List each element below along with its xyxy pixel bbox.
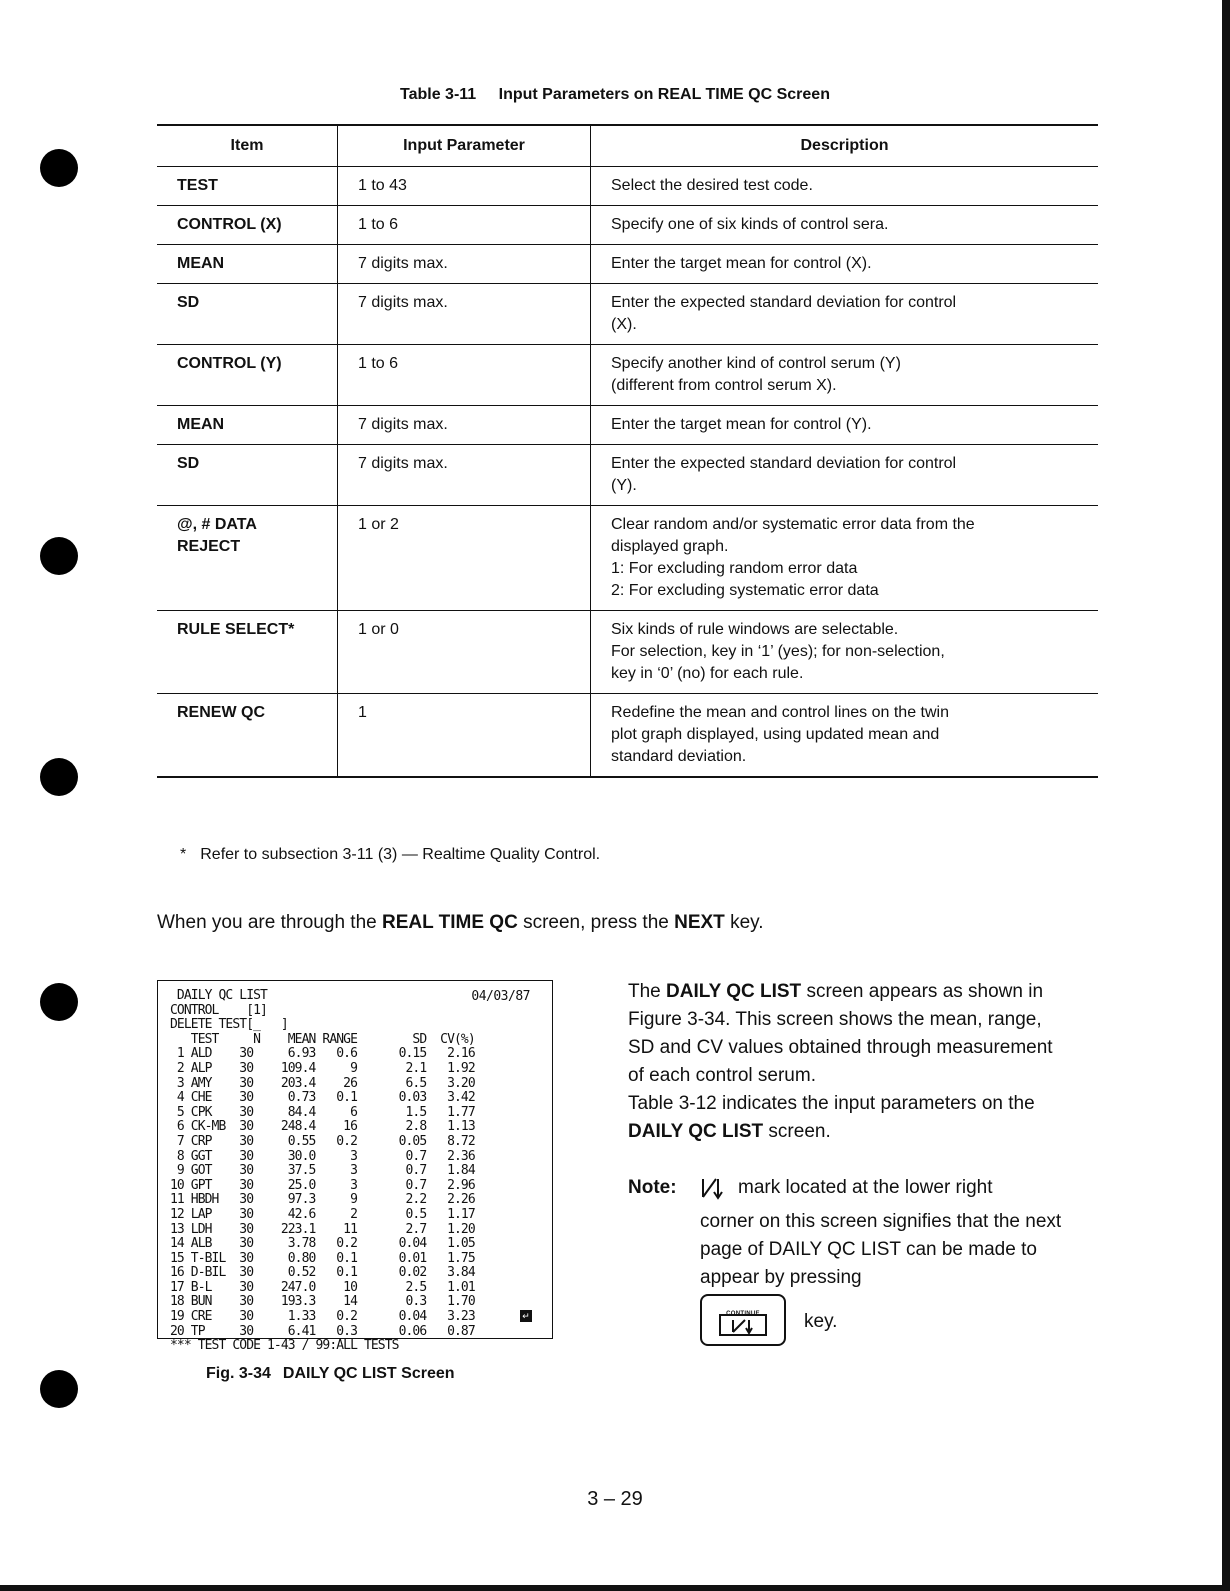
cell-item-line: TEST <box>177 177 218 194</box>
cell-description-line: Specify another kind of control serum (Y) <box>611 355 901 372</box>
cell-input-parameter: 7 digits max. <box>338 406 591 445</box>
cell-description-line: displayed graph. <box>611 538 729 555</box>
note-first-line <box>700 1174 1070 1202</box>
footnote-mark: * <box>180 846 187 863</box>
cell-input-parameter: 7 digits max. <box>338 284 591 345</box>
side-screen-name: DAILY QC LIST <box>666 981 802 1002</box>
figure-title: DAILY QC LIST Screen <box>282 1365 455 1382</box>
side-text: Table 3-12 indicates the input parameters on the <box>628 1093 1035 1114</box>
cell-input-parameter: 7 digits max. <box>338 445 591 506</box>
table-caption-title: Input Parameters on REAL TIME QC Screen <box>498 86 830 103</box>
intro-screen-name: REAL TIME QC <box>381 912 518 933</box>
continue-arrow-icon <box>721 1317 765 1335</box>
note-line-1: mark located at the lower right <box>738 1177 993 1198</box>
binder-hole <box>40 149 78 187</box>
cell-item <box>157 406 338 445</box>
table-row <box>157 284 1098 345</box>
cell-description <box>591 284 1099 345</box>
cell-description-line: Enter the target mean for control (Y). <box>611 416 872 433</box>
cell-description-line: (X). <box>611 316 637 333</box>
table-row <box>157 206 1098 245</box>
table-body <box>157 167 1098 778</box>
cell-item-line: REJECT <box>177 538 241 555</box>
binder-hole <box>40 537 78 575</box>
cell-description-line: key in ‘0’ (no) for each rule. <box>611 665 804 682</box>
column-header-input-parameter: Input Parameter <box>338 125 591 167</box>
table-row <box>157 167 1098 206</box>
table-row <box>157 245 1098 284</box>
cell-input-parameter: 7 digits max. <box>338 245 591 284</box>
cell-input-parameter: 1 or 2 <box>338 506 591 611</box>
binder-hole <box>40 758 78 796</box>
cell-description <box>591 694 1099 778</box>
cell-description-line: Clear random and/or systematic error data from the <box>611 516 975 533</box>
intro-key-name: NEXT <box>674 912 725 933</box>
table-caption <box>0 86 1230 104</box>
side-description <box>628 978 1058 1146</box>
cell-item <box>157 167 338 206</box>
cell-description <box>591 445 1099 506</box>
table-row <box>157 506 1098 611</box>
cell-item-line: SD <box>177 455 200 472</box>
continue-key-label: CONTINUE <box>726 1311 760 1317</box>
table-row <box>157 445 1098 506</box>
table-header-row <box>157 125 1098 167</box>
input-parameters-table <box>157 124 1098 778</box>
table-row <box>157 406 1098 445</box>
cell-item <box>157 445 338 506</box>
daily-qc-list-screen <box>157 980 553 1354</box>
side-text: screen appears as shown in Figure 3-34. This screen shows the mean, range, SD and CV values obtained through measurement of each control serum. <box>628 981 1053 1086</box>
cell-description-line: standard deviation. <box>611 748 747 765</box>
cell-item-line: MEAN <box>177 416 225 433</box>
cell-description <box>591 206 1099 245</box>
side-paragraph <box>628 978 1058 1090</box>
table-row <box>157 345 1098 406</box>
key-word: key. <box>804 1311 838 1332</box>
intro-text: screen, press the <box>517 912 675 933</box>
binder-hole <box>40 1370 78 1408</box>
table-row <box>157 694 1098 778</box>
cell-item <box>157 611 338 694</box>
cell-item <box>157 245 338 284</box>
cell-description-line: Enter the expected standard deviation for control <box>611 294 957 311</box>
side-screen-name: DAILY QC LIST <box>628 1121 764 1142</box>
note-label: Note: <box>628 1177 677 1198</box>
continue-key-glyph <box>719 1314 767 1336</box>
cell-item-line: CONTROL (X) <box>177 216 282 233</box>
cell-input-parameter: 1 to 6 <box>338 206 591 245</box>
cell-description-line: Specify one of six kinds of control sera. <box>611 216 889 233</box>
cell-item-line: RENEW QC <box>177 704 265 721</box>
side-text: The <box>628 981 667 1002</box>
screen-text: DAILY QC LIST CONTROL [1] DELETE TEST[_ ] TEST N MEAN RANGE SD CV(%) 1 ALD 30 6.93 0.6 0.15 2.16 2 ALP 30 109.4 9 2.1 1.92 3 AMY 30 203.4 26 6.5 3.20 4 CHE 30 0.73 0.1 0.03 3.42 5 CPK 30 84.4 6 1.5 1.77 6 CK-MB 30 248.4 16 2.8 1.13 7 CRP 30 0.55 0.2 0.05 8.72 8 GGT 30 30.0 3 0.7 2.36 9 GOT 30 37.5 3 0.7 1.84 10 GPT 30 25.0 3 0.7 2.96 11 HBDH 30 97.3 9 2.2 2.26 12 LAP 30 42.6 2 0.5 1.17 13 LDH 30 223.1 11 2.7 1.20 14 ALB 30 3.78 0.2 0.04 1.05 15 T-BIL 30 0.80 0.1 0.01 1.75 16 D-BIL 30 0.52 0.1 0.02 3.84 17 B-L 30 247.0 10 2.5 1.01 18 BUN 30 193.3 14 0.3 1.70 19 CRE 30 1.33 0.2 0.04 3.23 20 TP 30 6.41 0.3 0.06 0.87 *** TEST CODE 1-43 / 99:ALL TESTS <box>170 988 475 1354</box>
next-page-mark-icon: ↵ <box>520 1310 532 1322</box>
cell-item-line: RULE SELECT* <box>177 621 295 638</box>
cell-description <box>591 167 1099 206</box>
page-frame-right <box>1222 0 1230 1591</box>
cell-input-parameter: 1 to 43 <box>338 167 591 206</box>
cell-item-line: CONTROL (Y) <box>177 355 282 372</box>
figure-number: Fig. 3-34 <box>206 1365 271 1382</box>
footnote-text: Refer to subsection 3-11 (3) — Realtime Quality Control. <box>200 846 601 863</box>
table-row <box>157 611 1098 694</box>
intro-text: key. <box>724 912 764 933</box>
cell-item-line: SD <box>177 294 200 311</box>
page-frame-bottom <box>0 1585 1230 1591</box>
cell-input-parameter: 1 to 6 <box>338 345 591 406</box>
note-rest: corner on this screen signifies that the next page of DAILY QC LIST can be made to appear by pressing <box>700 1211 1062 1288</box>
continue-key <box>700 1294 786 1346</box>
table-caption-number: Table 3-11 <box>400 86 477 103</box>
cell-description-line: plot graph displayed, using updated mean and <box>611 726 940 743</box>
cell-item <box>157 506 338 611</box>
cell-item <box>157 694 338 778</box>
cell-description-line: For selection, key in ‘1’ (yes); for non-selection, <box>611 643 945 660</box>
cell-item <box>157 206 338 245</box>
cell-item-line: @, # DATA <box>177 516 257 533</box>
cell-description-line: 1: For excluding random error data <box>611 560 858 577</box>
side-paragraph <box>628 1090 1058 1146</box>
column-header-description: Description <box>591 125 1099 167</box>
cell-item <box>157 284 338 345</box>
cell-description-line: Select the desired test code. <box>611 177 813 194</box>
intro-text: When you are through the <box>157 912 382 933</box>
cell-description <box>591 245 1099 284</box>
cell-item-line: MEAN <box>177 255 225 272</box>
cell-description-line: 2: For excluding systematic error data <box>611 582 879 599</box>
continue-key-row <box>700 1294 1000 1350</box>
cell-description-line: (Y). <box>611 477 637 494</box>
cell-description-line: Enter the expected standard deviation for control <box>611 455 957 472</box>
screen-date: 04/03/87 <box>471 989 530 1004</box>
cell-description <box>591 611 1099 694</box>
cell-description-line: Redefine the mean and control lines on the twin <box>611 704 949 721</box>
table-footnote <box>180 846 600 864</box>
cell-description-line: Six kinds of rule windows are selectable. <box>611 621 899 638</box>
cell-input-parameter: 1 <box>338 694 591 778</box>
cell-description <box>591 406 1099 445</box>
cell-description <box>591 345 1099 406</box>
cell-item <box>157 345 338 406</box>
intro-sentence <box>157 912 764 934</box>
cell-description-line: Enter the target mean for control (X). <box>611 255 872 272</box>
column-header-item: Item <box>157 125 338 167</box>
continue-mark-icon <box>700 1175 726 1201</box>
cell-description-line: (different from control serum X). <box>611 377 837 394</box>
cell-description <box>591 506 1099 611</box>
binder-hole <box>40 983 78 1021</box>
side-text: screen. <box>763 1121 831 1142</box>
page-number: 3 – 29 <box>587 1488 643 1510</box>
note-body <box>700 1174 1070 1292</box>
figure-caption <box>206 1365 455 1383</box>
cell-input-parameter: 1 or 0 <box>338 611 591 694</box>
